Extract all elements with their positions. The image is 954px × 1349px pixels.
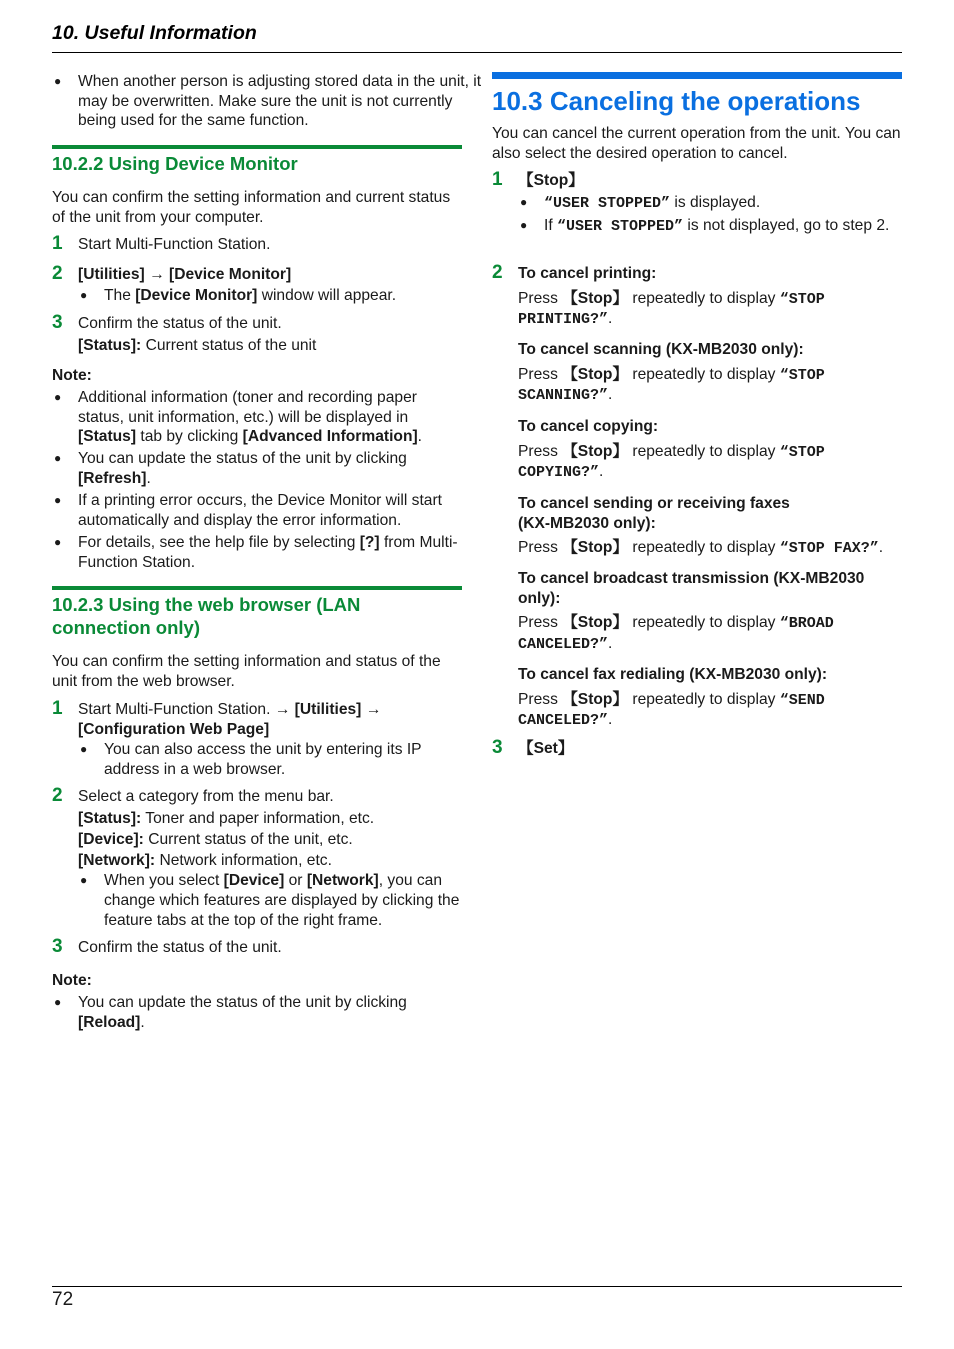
display-message: “USER STOPPED” bbox=[557, 218, 684, 236]
stop-key: 【Stop】 bbox=[518, 172, 584, 189]
cancel-fax-heading: (KX-MB2030 only): bbox=[518, 514, 656, 532]
cancel-fax-text bbox=[518, 538, 902, 559]
chapter-title: 10.3 Canceling the operations bbox=[492, 86, 861, 116]
step-3 bbox=[52, 938, 462, 958]
text: repeatedly to display bbox=[628, 690, 780, 708]
stop-key: 【Stop】 bbox=[562, 289, 629, 307]
chapter-rule bbox=[492, 72, 902, 79]
text: . bbox=[140, 1013, 145, 1031]
page-header-title: 10. Useful Information bbox=[52, 22, 257, 44]
text: . bbox=[608, 634, 613, 652]
step-number: 3 bbox=[52, 936, 63, 957]
bold-text: [Status] bbox=[78, 428, 137, 446]
bold-text: [Reload] bbox=[78, 1013, 141, 1031]
cancel-scanning bbox=[518, 340, 902, 406]
text: repeatedly to display bbox=[628, 289, 780, 307]
menu-utilities: [Utilities] bbox=[78, 266, 145, 283]
bold-text: [Refresh] bbox=[78, 469, 147, 487]
bold-text: [Device]: bbox=[78, 831, 144, 849]
stop-key: 【Stop】 bbox=[562, 539, 629, 557]
note-bullet-1 bbox=[52, 388, 462, 447]
text: . bbox=[417, 428, 423, 446]
display-message: “USER STOPPED” bbox=[544, 194, 671, 212]
bold-text: [Network] bbox=[306, 872, 379, 890]
step-2-bullet bbox=[78, 871, 462, 930]
stop-key: 【Stop】 bbox=[562, 614, 629, 632]
bullet-dot: ● bbox=[54, 451, 62, 465]
bold-text: [Status]: bbox=[78, 336, 142, 354]
bold-text: [Status]: bbox=[78, 809, 142, 827]
cancel-printing-text bbox=[518, 289, 902, 330]
note-bullet-1 bbox=[52, 993, 462, 1032]
section-intro: You can confirm the setting information and status of the unit from the web browser. bbox=[52, 653, 441, 690]
text: Press bbox=[518, 289, 563, 307]
note-bullet-2 bbox=[52, 449, 462, 488]
step-text: Select a category from the menu bar. bbox=[78, 788, 334, 805]
step-1-bullet-1 bbox=[518, 193, 902, 214]
menu-configuration-web-page: [Configuration Web Page] bbox=[78, 720, 270, 738]
step-1-bullet-2 bbox=[518, 216, 902, 237]
cancel-fax-heading: To cancel sending or receiving faxes bbox=[518, 495, 790, 512]
text: . bbox=[608, 711, 613, 729]
text: . bbox=[608, 310, 613, 328]
step-2 bbox=[492, 264, 902, 330]
title-line: connection only) bbox=[52, 617, 200, 638]
arrow-icon: → bbox=[149, 266, 165, 283]
text: For details, see the help file by selecting bbox=[78, 534, 360, 551]
text: You can update the status of the unit by clicking bbox=[78, 994, 407, 1011]
bullet-text: When another person is adjusting stored data in the unit, it may be overwritten. Make sure the unit is not currently being used for the same function. bbox=[78, 73, 482, 130]
text: window will appear. bbox=[257, 286, 397, 304]
text: . bbox=[146, 469, 151, 487]
page-number: 72 bbox=[52, 1289, 74, 1310]
text: The bbox=[104, 286, 136, 304]
text: repeatedly to display bbox=[628, 442, 780, 460]
bullet-dot: ● bbox=[520, 218, 528, 233]
display-message: “STOP FAX?” bbox=[779, 540, 879, 558]
note-bullet-3 bbox=[52, 491, 468, 530]
step-number: 1 bbox=[52, 233, 63, 254]
intro-bullet bbox=[52, 72, 488, 131]
bold-text: [Advanced Information] bbox=[242, 428, 418, 446]
text: If bbox=[544, 217, 557, 235]
section-rule bbox=[52, 145, 462, 149]
text: repeatedly to display bbox=[628, 614, 780, 632]
cancel-copying bbox=[518, 417, 902, 483]
text: Press bbox=[518, 442, 563, 460]
bold-text: [Device] bbox=[223, 872, 285, 890]
cancel-redialing-text bbox=[518, 690, 902, 731]
bullet-dot: ● bbox=[54, 535, 62, 549]
step-3 bbox=[492, 739, 902, 759]
category-status bbox=[78, 809, 462, 829]
bullet-dot: ● bbox=[54, 74, 62, 88]
footer-rule bbox=[52, 1286, 902, 1287]
text: . bbox=[878, 539, 884, 557]
text: Current status of the unit bbox=[141, 336, 317, 354]
cancel-printing-heading: To cancel printing: bbox=[518, 265, 657, 282]
step-text: Start Multi-Function Station. bbox=[78, 236, 271, 253]
text: Press bbox=[518, 690, 563, 708]
bullet-dot: ● bbox=[80, 287, 88, 302]
text: . bbox=[608, 386, 613, 404]
text: from Multi-Function Station. bbox=[78, 534, 458, 571]
bullet-dot: ● bbox=[520, 194, 528, 209]
bullet-dot: ● bbox=[54, 493, 62, 507]
section-intro: You can confirm the setting information and current status of the unit from your computer. bbox=[52, 189, 451, 226]
display-message: “STOP COPYING?” bbox=[518, 443, 825, 482]
menu-device-monitor: [Device Monitor] bbox=[169, 266, 292, 283]
cancel-fax bbox=[518, 494, 902, 559]
bullet-dot: ● bbox=[54, 390, 62, 404]
note-label: Note: bbox=[52, 367, 92, 384]
text: is displayed. bbox=[670, 193, 761, 211]
bold-text: [Device Monitor] bbox=[135, 286, 258, 304]
stop-key: 【Stop】 bbox=[562, 690, 629, 708]
category-device bbox=[78, 830, 462, 850]
step-2 bbox=[52, 787, 462, 930]
text: repeatedly to display bbox=[628, 365, 780, 383]
text: Network information, etc. bbox=[155, 851, 332, 869]
stop-key: 【Stop】 bbox=[562, 442, 629, 460]
cancel-scanning-heading: To cancel scanning (KX-MB2030 only): bbox=[518, 341, 804, 358]
step-1 bbox=[52, 700, 462, 779]
cancel-redialing-heading: To cancel fax redialing (KX-MB2030 only): bbox=[518, 666, 828, 683]
display-message: “SEND CANCELED?” bbox=[518, 691, 825, 730]
arrow-icon: → bbox=[274, 701, 291, 718]
cancel-broadcast-text bbox=[518, 613, 902, 654]
bullet-dot: ● bbox=[80, 742, 88, 757]
section-title-web-browser bbox=[52, 593, 462, 639]
step-number: 3 bbox=[492, 737, 503, 758]
text: Start Multi-Function Station. bbox=[78, 701, 275, 718]
cancel-scanning-text bbox=[518, 365, 902, 406]
cancel-copying-text bbox=[518, 442, 902, 483]
step-text: Confirm the status of the unit. bbox=[78, 315, 282, 332]
text: When you select bbox=[104, 872, 224, 890]
step-2 bbox=[52, 265, 462, 305]
bold-text: [Network]: bbox=[78, 851, 156, 869]
step-1 bbox=[52, 235, 462, 255]
category-network bbox=[78, 851, 462, 871]
text: Press bbox=[518, 365, 563, 383]
step-number: 2 bbox=[492, 262, 503, 283]
status-line bbox=[78, 336, 462, 356]
text: Press bbox=[518, 539, 563, 557]
text: Current status of the unit, etc. bbox=[143, 831, 353, 849]
section-rule bbox=[52, 586, 462, 590]
text: tab by clicking bbox=[136, 428, 243, 446]
cancel-broadcast-heading: To cancel broadcast transmission (KX-MB2030 bbox=[518, 570, 865, 587]
text: You can also access the unit by entering its IP address in a web browser. bbox=[104, 741, 422, 778]
step-1-bullet bbox=[78, 740, 462, 779]
text: If a printing error occurs, the Device Monitor will start automatically and display the error information. bbox=[78, 492, 442, 529]
chapter-intro: You can cancel the current operation from the unit. You can also select the desired operation to cancel. bbox=[492, 125, 901, 162]
display-message: “BROAD CANCELED?” bbox=[518, 615, 834, 653]
cancel-copying-heading: To cancel copying: bbox=[518, 418, 659, 435]
header-rule bbox=[52, 52, 902, 53]
step-number: 2 bbox=[52, 785, 63, 806]
bullet-dot: ● bbox=[54, 995, 62, 1009]
set-key: 【Set】 bbox=[518, 740, 574, 757]
note-bullet-4 bbox=[52, 533, 462, 572]
display-message: “STOP PRINTING?” bbox=[518, 290, 825, 329]
step-1 bbox=[492, 171, 902, 237]
bullet-dot: ● bbox=[80, 873, 88, 888]
step-number: 1 bbox=[492, 169, 503, 190]
cancel-redialing bbox=[518, 665, 902, 731]
text: is not displayed, go to step 2. bbox=[683, 217, 890, 235]
note-label: Note: bbox=[52, 972, 92, 989]
section-title-device-monitor: 10.2.2 Using Device Monitor bbox=[52, 153, 298, 174]
cancel-broadcast bbox=[518, 569, 902, 654]
display-message: “STOP SCANNING?” bbox=[518, 366, 825, 405]
step-number: 1 bbox=[52, 698, 63, 719]
text: Toner and paper information, etc. bbox=[141, 809, 375, 827]
help-icon: [?] bbox=[359, 534, 380, 551]
step-3 bbox=[52, 314, 462, 355]
text: or bbox=[284, 872, 307, 890]
step-number: 3 bbox=[52, 312, 63, 333]
text: Additional information (toner and recording paper status, unit information, etc.) will be displayed in bbox=[78, 389, 417, 426]
text: You can update the status of the unit by clicking bbox=[78, 450, 407, 467]
text: repeatedly to display bbox=[628, 539, 780, 557]
arrow-icon: → bbox=[365, 701, 382, 718]
title-line: 10.2.3 Using the web browser (LAN bbox=[52, 594, 361, 615]
cancel-broadcast-heading: only): bbox=[518, 589, 561, 607]
text: , you can change which features are displayed by clicking the feature tabs at the top of the right frame. bbox=[104, 872, 460, 929]
step-number: 2 bbox=[52, 263, 63, 284]
text: . bbox=[599, 463, 604, 481]
step-2-bullet bbox=[78, 286, 462, 306]
text: Press bbox=[518, 614, 563, 632]
menu-utilities: [Utilities] bbox=[294, 701, 362, 718]
stop-key: 【Stop】 bbox=[562, 365, 629, 383]
step-text: Confirm the status of the unit. bbox=[78, 939, 282, 956]
